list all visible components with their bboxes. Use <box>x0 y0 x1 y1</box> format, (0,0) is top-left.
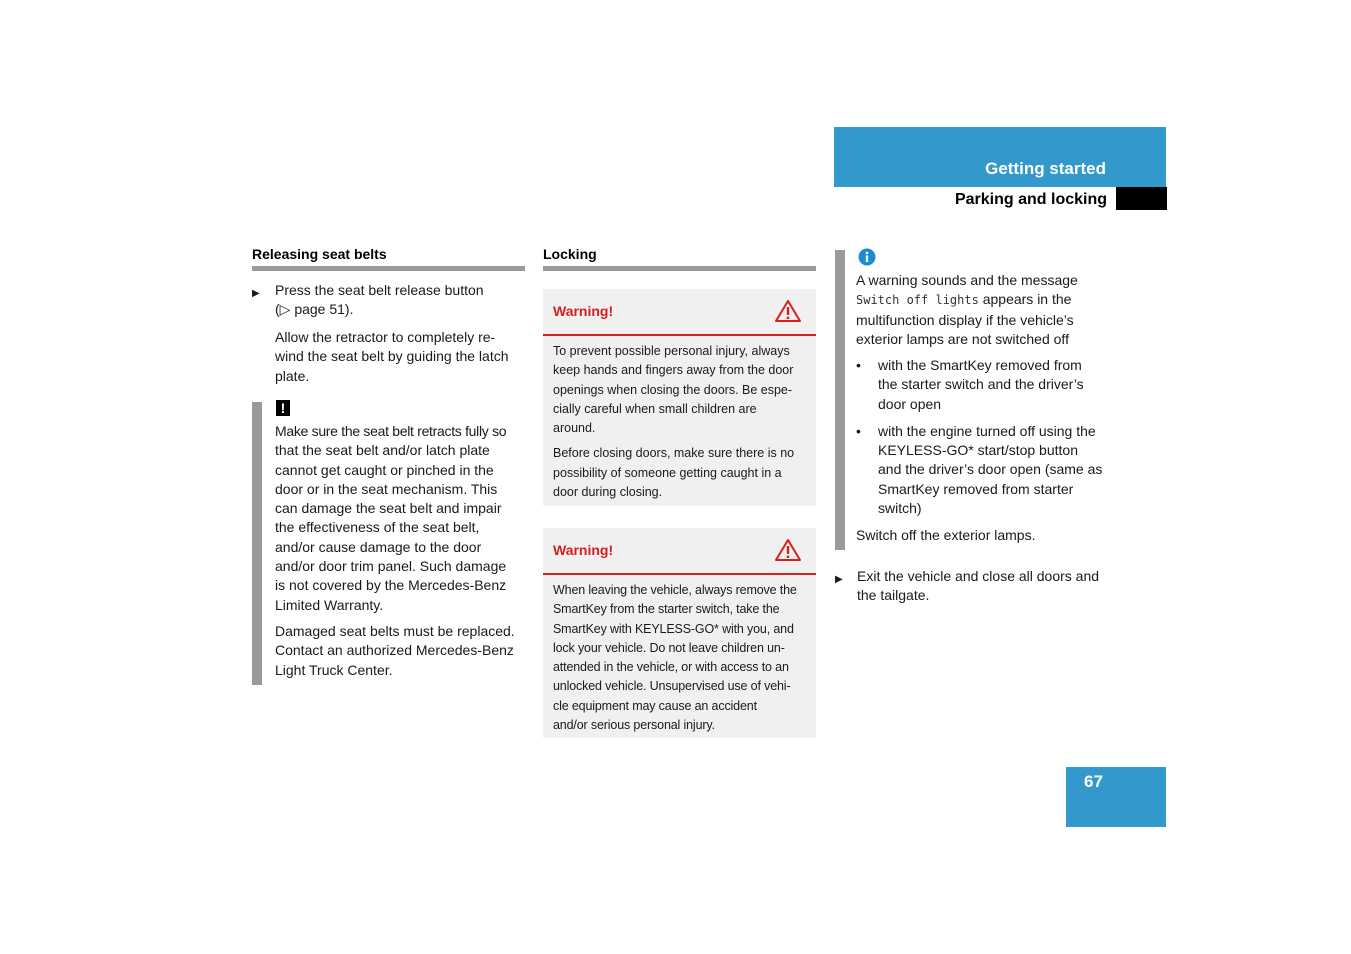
text-line: plate. <box>275 367 310 384</box>
step-text-line: Press the seat belt release button <box>275 282 484 298</box>
warning-paragraph <box>553 444 807 502</box>
text-line: attended in the vehicle, or with access to an <box>553 660 789 675</box>
bullet-icon: • <box>856 422 861 439</box>
info-intro <box>856 271 1116 349</box>
text-line: Make sure the seat belt retracts fully so <box>275 423 507 439</box>
text-line: with the SmartKey removed from <box>878 357 1082 373</box>
step-release-button <box>252 281 527 320</box>
heading-rule <box>252 266 525 271</box>
text-line: wind the seat belt by guiding the latch <box>275 348 509 365</box>
text-line: the tailgate. <box>857 587 930 604</box>
chapter-title: Getting started <box>985 159 1106 178</box>
text-line: Exit the vehicle and close all doors and <box>857 568 1100 584</box>
text-line: cannot get caught or pinched in the <box>275 461 494 478</box>
text-line: Damaged seat belts must be replaced. <box>275 623 515 639</box>
list-item <box>856 422 1116 518</box>
list-item <box>856 356 1116 414</box>
warning-title: Warning! <box>553 303 614 319</box>
text-line: exterior lamps are not switched off <box>856 330 1069 347</box>
warning-paragraph <box>553 342 807 438</box>
text-line: and/or cause damage to the door <box>275 538 482 555</box>
step-exit-vehicle <box>835 567 1120 606</box>
info-outro: Switch off the exterior lamps. <box>856 527 1036 543</box>
warning-box-doors <box>543 289 816 506</box>
text-line: cially careful when small children are <box>553 401 757 416</box>
text-line: Allow the retractor to completely re- <box>275 329 496 345</box>
warning-header <box>543 289 816 336</box>
text-line: and/or serious personal injury. <box>553 718 715 733</box>
info-icon <box>858 248 876 266</box>
text-line: SmartKey from the starter switch, take the <box>553 602 780 617</box>
text-line: unlocked vehicle. Unsupervised use of vehi- <box>553 679 791 694</box>
warning-header <box>543 528 816 575</box>
warning-triangle-icon <box>774 538 802 562</box>
note-sidebar <box>252 402 262 685</box>
page-number: 67 <box>1084 772 1103 791</box>
text-line: lock your vehicle. Do not leave children un- <box>553 640 785 655</box>
heading-releasing-seat-belts: Releasing seat belts <box>252 246 387 262</box>
text-line: that the seat belt and/or latch plate <box>275 442 490 459</box>
text-line: door during closing. <box>553 485 663 500</box>
warning-paragraph <box>553 581 807 735</box>
note-paragraph <box>275 422 530 615</box>
text-line: multifunction display if the vehicle’s <box>856 311 1074 328</box>
text-line: keep hands and fingers away from the door <box>553 363 794 378</box>
text-line: Before closing doors, make sure there is no <box>553 446 795 461</box>
text-line: A warning sounds and the message <box>856 272 1078 288</box>
text-line: is not covered by the Mercedes-Benz <box>275 577 507 594</box>
text-line: possibility of someone getting caught in a <box>553 465 782 480</box>
text-line: the effectiveness of the seat belt, <box>275 519 480 536</box>
text-line: SmartKey removed from starter <box>878 480 1074 497</box>
text-line: can damage the seat belt and impair <box>275 500 502 517</box>
heading-locking: Locking <box>543 246 597 262</box>
text-line: SmartKey with KEYLESS-GO* with you, and <box>553 621 794 636</box>
text-line: openings when closing the doors. Be espe- <box>553 382 793 397</box>
page-number-tab <box>1066 767 1166 827</box>
text-line: Light Truck Center. <box>275 661 393 678</box>
text-line: When leaving the vehicle, always remove the <box>553 583 797 597</box>
text-line: around. <box>553 421 596 436</box>
text-line: door or in the seat mechanism. This <box>275 480 498 497</box>
info-sidebar <box>835 250 845 550</box>
text-line: Limited Warranty. <box>275 596 384 613</box>
text-line: and/or door trim panel. Such damage <box>275 558 507 575</box>
warning-title: Warning! <box>553 542 614 558</box>
warning-box-leaving-vehicle <box>543 528 816 738</box>
text-line: To prevent possible personal injury, always <box>553 344 790 358</box>
text-fragment: appears in the <box>978 291 1072 308</box>
step-text-line: (▷ page 51). <box>275 301 354 318</box>
text-line: and the driver’s door open (same as <box>878 461 1103 478</box>
chapter-tab <box>834 127 1166 187</box>
section-marker <box>1116 187 1167 210</box>
retractor-paragraph <box>275 328 530 386</box>
text-line: door open <box>878 395 942 412</box>
note-paragraph-replace <box>275 622 530 680</box>
warning-body <box>543 336 816 502</box>
heading-rule <box>543 266 816 271</box>
warning-body <box>543 575 816 735</box>
text-line: switch) <box>878 500 922 517</box>
text-line: the starter switch and the driver’s <box>878 376 1084 393</box>
warning-triangle-icon <box>774 299 802 323</box>
exclamation-icon: ! <box>276 400 290 416</box>
step-arrow-icon: ▶ <box>835 574 843 585</box>
step-arrow-icon: ▶ <box>252 288 260 299</box>
bullet-icon: • <box>856 357 861 373</box>
text-line: Contact an authorized Mercedes-Benz <box>275 642 514 659</box>
text-line: cle equipment may cause an accident <box>553 698 757 713</box>
text-line: KEYLESS-GO* start/stop button <box>878 442 1078 459</box>
text-line: with the engine turned off using the <box>878 422 1096 439</box>
info-bullets <box>856 348 1116 518</box>
text-line <box>856 290 1116 310</box>
section-title: Parking and locking <box>954 191 1107 208</box>
display-message: Switch off lights <box>856 293 979 308</box>
